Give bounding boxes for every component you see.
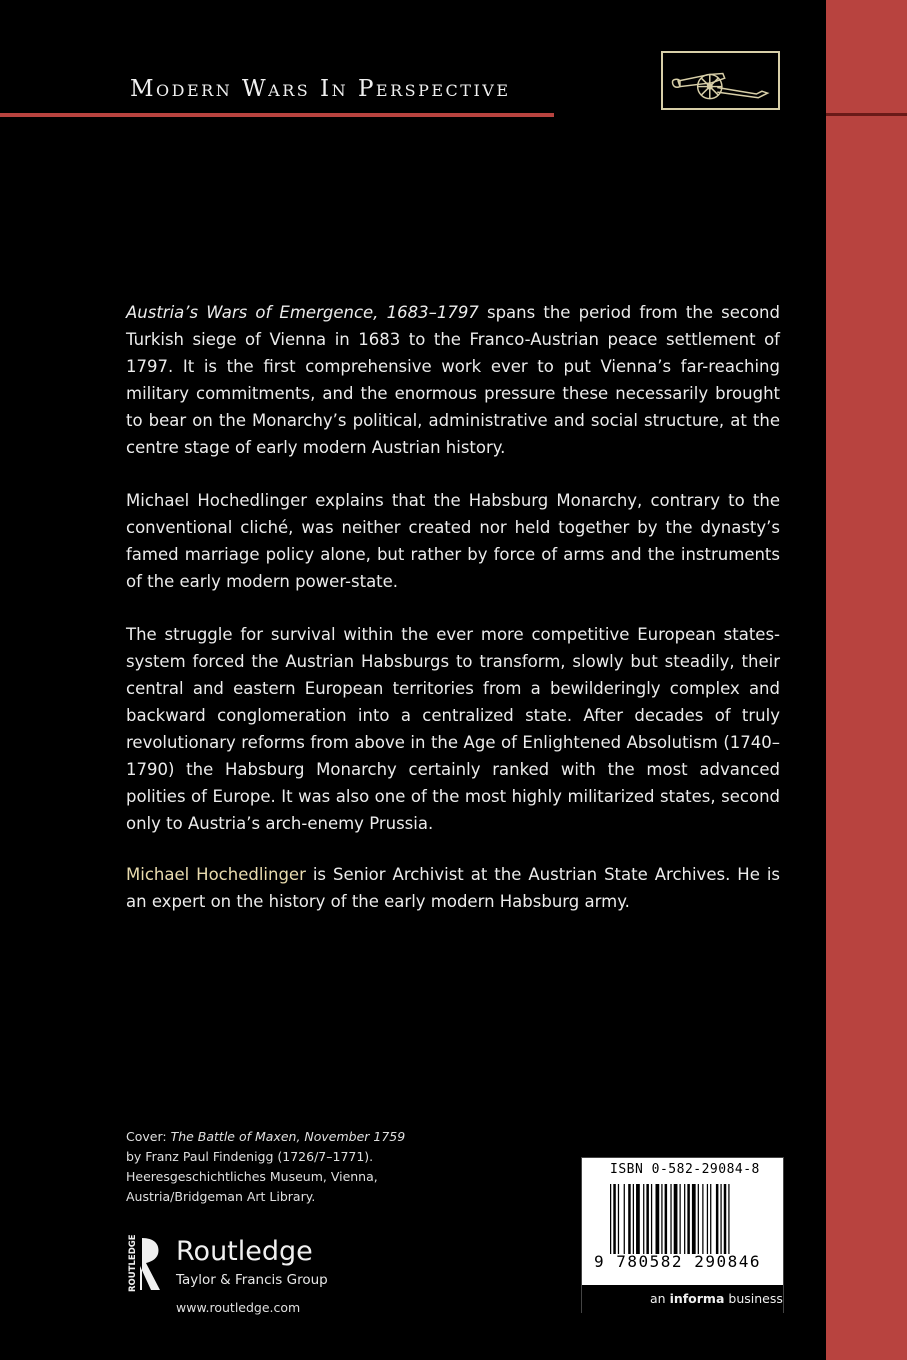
series-title: Modern Wars In Perspective xyxy=(130,76,511,102)
cannon-emblem xyxy=(661,51,780,110)
barcode-bar xyxy=(646,1184,649,1254)
barcode-bar xyxy=(724,1184,727,1254)
blurb-paragraph-2: Michael Hochedlinger explains that the Habsburg Monarchy, contrary to the conventional cliché, was neither created nor held together by the dynasty’s famed marriage policy alone, but rather by force of arms and the instruments of the early modern power-state. xyxy=(126,491,780,591)
barcode-bar xyxy=(633,1184,634,1254)
barcode-bar xyxy=(698,1184,699,1254)
informa-prefix: an xyxy=(650,1291,670,1306)
cover-credit-line-4: Austria/Bridgeman Art Library. xyxy=(126,1189,316,1204)
barcode-bar xyxy=(716,1184,719,1254)
barcode-bar xyxy=(636,1184,640,1254)
blurb-paragraph-1-text: spans the period from the second Turkish siege of Vienna in 1683 to the Franco-Austrian peace settlement of 1797. It is the first comprehensive work ever to put Vienna’s far-reaching military commitments, and the enormous pressure these necessarily brought to bear on the Monarchy’s political, administrative and social structure, at the centre stage of early modern Austrian history. xyxy=(126,303,780,457)
barcode-bar xyxy=(618,1184,619,1254)
barcode-bar xyxy=(702,1184,703,1254)
barcode-bar xyxy=(707,1184,708,1254)
barcode-digits: 9 780582 290846 xyxy=(594,1252,761,1271)
barcode-bar xyxy=(680,1184,681,1254)
cover-credit-line-1 xyxy=(126,1127,446,1147)
informa-brand: informa xyxy=(669,1291,725,1306)
cover-credit-line-2: by Franz Paul Findenigg (1726/7–1771). xyxy=(126,1149,374,1164)
barcode-bar xyxy=(684,1184,685,1254)
barcode-bar xyxy=(656,1184,660,1254)
blurb-paragraph-3: The struggle for survival within the ever more competitive European states-system forced the Austrian Habsburgs to transform, slowly but steadily, their central and eastern European territories from a bewilderingly complex and backward conglomeration into a centralized state. After decades of truly revolutionary reforms from above in the Age of Enlightened Absolutism (1740–1790) the Habsburg Monarchy certainly ranked with the most advanced polities of Europe. It was also one of the most highly militarized states, second only to Austria’s arch-enemy Prussia. xyxy=(126,625,780,833)
barcode-bar xyxy=(628,1184,631,1254)
barcode-bar xyxy=(610,1184,611,1254)
barcode-bar xyxy=(692,1184,696,1254)
painting-title: The Battle of Maxen, November 1759 xyxy=(170,1129,406,1144)
publisher-website[interactable]: www.routledge.com xyxy=(176,1300,301,1315)
informa-suffix: business xyxy=(724,1291,783,1306)
barcode-bars xyxy=(610,1184,770,1254)
author-bio xyxy=(126,861,780,915)
barcode-bar xyxy=(643,1184,644,1254)
publisher-group: Taylor & Francis Group xyxy=(176,1272,328,1288)
isbn-barcode xyxy=(581,1157,784,1313)
spine-band xyxy=(826,0,907,1360)
blurb-paragraph-1 xyxy=(126,299,780,461)
barcode-bar xyxy=(661,1184,662,1254)
spine-divider xyxy=(826,113,907,116)
routledge-mark-text: ROUTLEDGE xyxy=(128,1234,138,1292)
author-name: Michael Hochedlinger xyxy=(126,865,306,884)
cannon-icon xyxy=(663,53,778,108)
cover-credit-label: Cover: xyxy=(126,1129,171,1144)
barcode-bar xyxy=(665,1184,668,1254)
isbn-label: ISBN 0-582-29084-8 xyxy=(610,1162,760,1177)
routledge-logo-icon xyxy=(124,1234,164,1294)
barcode-bar xyxy=(710,1184,711,1254)
author-bio-text: is Senior Archivist at the Austrian State Archives. He is an expert on the history of the early modern Habsburg army. xyxy=(126,865,781,911)
cover-credit-line-3: Heeresgeschichtliches Museum, Vienna, xyxy=(126,1169,378,1184)
book-title: Austria’s Wars of Emergence, 1683–1797 xyxy=(126,303,479,322)
barcode-bar xyxy=(613,1184,616,1254)
publisher-name: Routledge xyxy=(176,1236,313,1267)
series-rule xyxy=(0,113,554,117)
informa-tagline xyxy=(650,1291,783,1306)
informa-strip xyxy=(582,1284,783,1313)
barcode-bar xyxy=(728,1184,729,1254)
barcode-bar xyxy=(687,1184,690,1254)
cover-credit xyxy=(126,1127,446,1207)
barcode-bar xyxy=(670,1184,671,1254)
barcode-bar xyxy=(651,1184,652,1254)
barcode-bar xyxy=(624,1184,625,1254)
barcode-bar xyxy=(720,1184,721,1254)
barcode-bar xyxy=(674,1184,678,1254)
